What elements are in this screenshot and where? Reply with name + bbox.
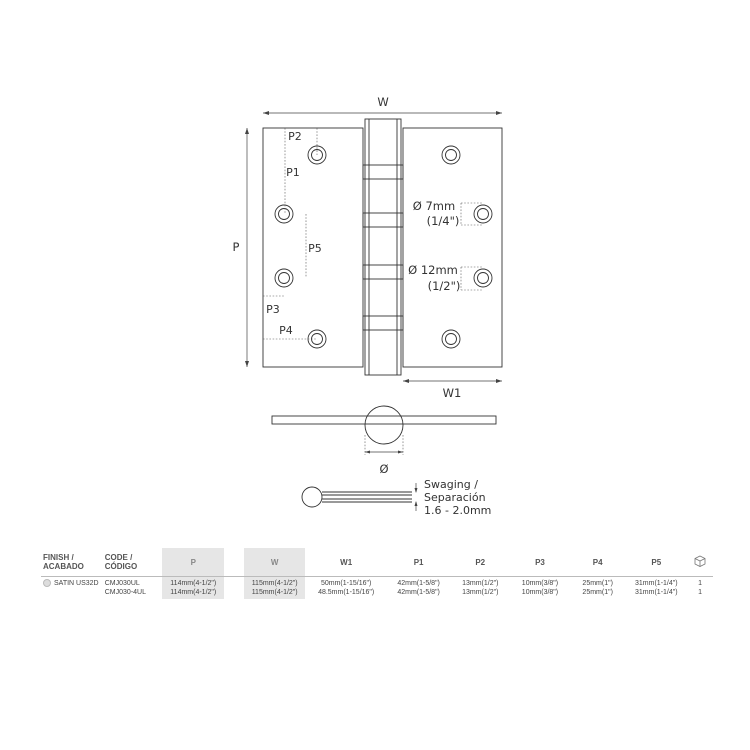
w1-label: W1: [442, 386, 462, 400]
table-header-row: [41, 548, 713, 577]
p-cell: 114mm(4-1/2") 114mm(4-1/2"): [162, 577, 224, 600]
screw-hole-icon: [275, 205, 293, 223]
hinge-knuckle-barrel: [363, 119, 403, 375]
header-p4: P4: [592, 557, 603, 567]
p2-cell: 13mm(1/2") 13mm(1/2"): [462, 580, 499, 596]
large-hole-diameter-label: Ø 12mm: [408, 263, 458, 277]
p4-cell: 25mm(1") 25mm(1"): [582, 580, 613, 596]
p-dimension: [233, 128, 249, 367]
screw-hole-icon: [442, 330, 460, 348]
p4-label: P4: [279, 324, 293, 337]
p1-label: P1: [286, 166, 300, 179]
header-p1: P1: [413, 557, 424, 567]
knuckle-diameter-label: Ø: [379, 462, 389, 476]
finish-swatch-icon: [43, 579, 51, 587]
swaging-label-line-3: 1.6 - 2.0mm: [424, 504, 492, 517]
table-row: [41, 577, 713, 600]
header-p3: P3: [535, 557, 545, 567]
header-w: W: [244, 548, 306, 577]
large-hole-imperial-label: (1/2"): [427, 279, 461, 293]
finish-cell: SATIN US32D: [41, 577, 103, 600]
p5-label: P5: [308, 242, 322, 255]
w-label: W: [377, 95, 389, 109]
left-leaf-dimension-guides: [263, 128, 322, 339]
header-p: P: [162, 548, 224, 577]
w1-cell: 50mm(1-15/16") 48.5mm(1-15/16"): [318, 580, 375, 596]
header-p5: P5: [651, 557, 662, 567]
hinge-top-view: [272, 406, 496, 476]
header-code: CODE / CÓDIGO: [104, 553, 138, 571]
code-cell: CMJ030UL CMJ030-4UL: [104, 580, 146, 596]
box-icon: [694, 555, 706, 567]
swaging-label-line-2: Separación: [424, 491, 486, 504]
p2-label: P2: [288, 130, 302, 143]
header-w1: W1: [340, 557, 353, 567]
right-leaf-screw-holes: [442, 146, 492, 348]
w-dimension: [263, 95, 502, 115]
w-cell: 115mm(4-1/2") 115mm(4-1/2"): [244, 577, 306, 600]
swaging-label-line-1: Swaging /: [424, 478, 478, 491]
header-p2: P2: [475, 557, 486, 567]
gap-cell: [224, 577, 244, 600]
screw-hole-icon: [474, 205, 492, 223]
header-finish: FINISH / ACABADO: [43, 553, 84, 571]
header-quantity: [687, 548, 713, 577]
specification-table: [41, 548, 713, 599]
p5-cell: 31mm(1-1/4") 31mm(1-1/4"): [635, 580, 678, 596]
screw-hole-icon: [442, 146, 460, 164]
p3-label: P3: [266, 303, 280, 316]
quantity-cell: 1 1: [698, 580, 702, 596]
p-label: P: [232, 240, 240, 254]
small-hole-imperial-label: (1/4"): [426, 214, 460, 228]
swaging-side-view: [302, 478, 491, 517]
screw-hole-icon: [474, 269, 492, 287]
p3-cell: 10mm(3/8") 10mm(3/8"): [521, 580, 559, 596]
p1-cell: 42mm(1-5/8") 42mm(1-5/8"): [397, 580, 440, 596]
screw-hole-icon: [275, 269, 293, 287]
hole-diameter-callouts: [408, 199, 483, 293]
small-hole-diameter-label: Ø 7mm: [412, 199, 456, 213]
header-gap: [224, 548, 244, 577]
w1-dimension: [403, 379, 502, 400]
screw-hole-icon: [308, 330, 326, 348]
